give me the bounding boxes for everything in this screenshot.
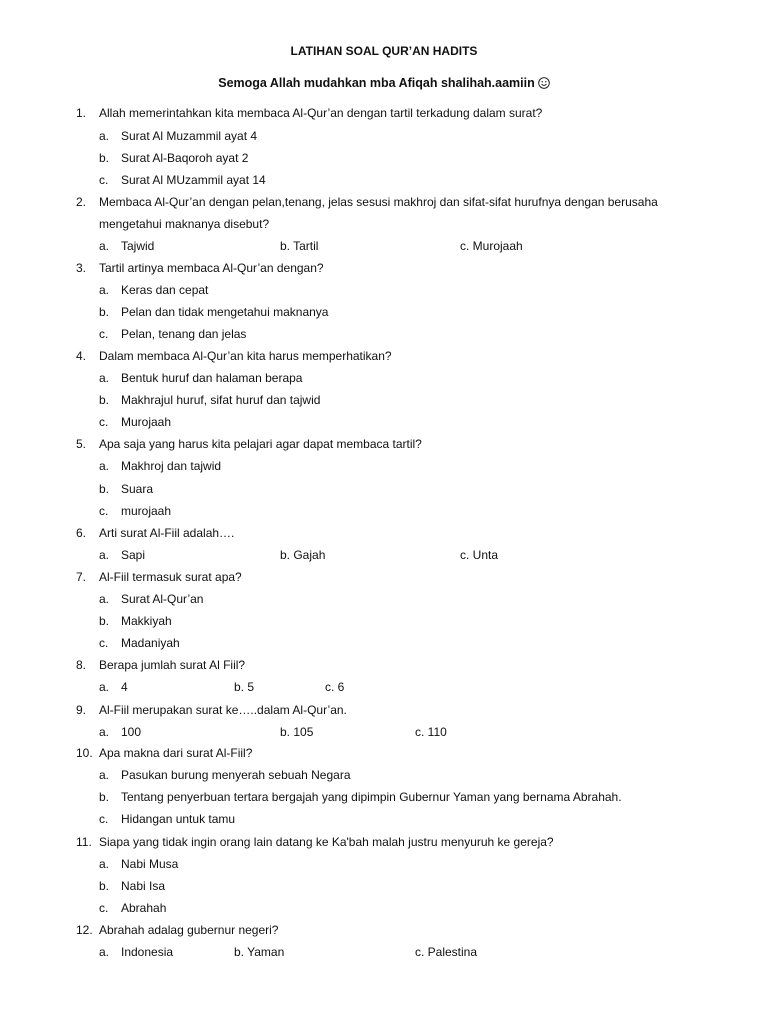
question-number: 2. [76,195,87,209]
question-number: 8. [76,658,87,672]
question-2-continued [0,217,768,237]
subtitle-text: Semoga Allah mudahkan mba Afiqah shalihah.aamiin [218,76,535,90]
question-6 [0,526,768,546]
question-number: 7. [76,570,87,584]
option-a-text: Tajwid [121,239,155,253]
option-row [0,283,768,303]
option-label: b. [99,151,110,165]
option-row [0,857,768,877]
option-label: a. [99,548,110,562]
question-text: Abrahah adalag gubernur negeri? [99,923,279,937]
question-text: Arti surat Al-Fiil adalah…. [99,526,235,540]
option-label: c. [99,901,109,915]
option-row-inline [0,725,768,745]
option-text: Surat Al-Baqoroh ayat 2 [121,151,249,165]
option-label: a. [99,283,110,297]
option-label: c. [99,415,109,429]
option-text: Madaniyah [121,636,180,650]
option-c-text: c. Palestina [415,945,478,959]
question-number: 9. [76,703,87,717]
question-text-continued: mengetahui maknanya disebut? [99,217,270,231]
option-text: Surat Al-Qur’an [121,592,204,606]
option-b-text: b. 5 [234,680,255,694]
option-label: a. [99,768,110,782]
option-a-text: Sapi [121,548,146,562]
option-text: Makhroj dan tajwid [121,459,222,473]
option-text: murojaah [121,504,172,518]
question-number: 10. [76,746,93,760]
option-row [0,305,768,325]
option-text: Murojaah [121,415,172,429]
question-number: 4. [76,349,87,363]
option-c-text: c. 110 [415,725,447,739]
option-row [0,504,768,524]
option-row [0,415,768,435]
option-text: Nabi Musa [121,857,179,871]
option-text: Nabi Isa [121,879,166,893]
option-label: a. [99,239,110,253]
option-label: a. [99,680,110,694]
option-text: Keras dan cepat [121,283,209,297]
question-text: Siapa yang tidak ingin orang lain datang ke Ka'bah malah justru menyuruh ke gereja? [99,835,554,849]
question-text: Al-Fiil merupakan surat ke…..dalam Al-Qur’an. [99,703,347,717]
question-10 [0,746,768,766]
question-text: Allah memerintahkan kita membaca Al-Qur’an dengan tartil terkadung dalam surat? [99,106,543,120]
question-text: Al-Fiil termasuk surat apa? [99,570,242,584]
option-row [0,393,768,413]
option-row-inline [0,945,768,965]
option-row [0,327,768,347]
question-text: Apa saja yang harus kita pelajari agar dapat membaca tartil? [99,437,422,451]
option-b-text: b. Gajah [280,548,326,562]
option-label: b. [99,614,110,628]
option-row [0,482,768,502]
option-row [0,614,768,634]
option-c-text: c. Unta [460,548,499,562]
smiley-icon [538,77,550,89]
question-number: 12. [76,923,93,937]
document-title: LATIHAN SOAL QUR’AN HADITS [290,44,478,58]
option-c-text: c. 6 [325,680,345,694]
option-text: Pelan, tenang dan jelas [121,327,247,341]
question-12 [0,923,768,943]
option-row [0,371,768,391]
option-row [0,812,768,832]
option-text: Makkiyah [121,614,172,628]
document-subtitle [0,76,768,90]
option-row-inline [0,680,768,700]
option-row [0,636,768,656]
option-label: a. [99,857,110,871]
option-text: Surat Al Muzammil ayat 4 [121,129,258,143]
option-row-inline [0,548,768,568]
option-text: Makhrajul huruf, sifat huruf dan tajwid [121,393,321,407]
option-b-text: b. Yaman [234,945,285,959]
question-number: 5. [76,437,87,451]
option-label: c. [99,327,109,341]
option-row-inline [0,239,768,259]
option-a-text: Indonesia [121,945,174,959]
option-label: b. [99,393,110,407]
option-text: Abrahah [121,901,167,915]
question-text: Membaca Al-Qur’an dengan pelan,tenang, jelas sesusi makhroj dan sifat-sifat hurufnya dengan berusaha [99,195,658,209]
question-4 [0,349,768,369]
option-row [0,129,768,149]
question-5 [0,437,768,457]
option-text: Suara [121,482,154,496]
option-label: c. [99,504,109,518]
question-3 [0,261,768,281]
option-row [0,790,768,810]
question-number: 6. [76,526,87,540]
option-label: a. [99,129,110,143]
option-a-text: 4 [121,680,128,694]
question-text: Dalam membaca Al-Qur’an kita harus memperhatikan? [99,349,392,363]
option-label: b. [99,305,110,319]
question-number: 11. [76,835,92,849]
option-a-text: 100 [121,725,142,739]
option-label: b. [99,879,110,893]
option-row [0,768,768,788]
option-label: a. [99,459,110,473]
question-2 [0,195,768,215]
option-label: c. [99,636,109,650]
question-text: Apa makna dari surat Al-Fiil? [99,746,253,760]
option-label: b. [99,790,110,804]
option-text: Bentuk huruf dan halaman berapa [121,371,303,385]
option-row [0,879,768,899]
option-text: Surat Al MUzammil ayat 14 [121,173,266,187]
option-label: a. [99,725,110,739]
option-label: a. [99,371,110,385]
option-row [0,151,768,171]
question-8 [0,658,768,678]
option-text: Hidangan untuk tamu [121,812,236,826]
option-row [0,592,768,612]
option-text: Pelan dan tidak mengetahui maknanya [121,305,329,319]
question-1 [0,106,768,126]
option-row [0,459,768,479]
option-label: c. [99,173,109,187]
option-label: b. [99,482,110,496]
option-row [0,173,768,193]
question-text: Berapa jumlah surat Al Fiil? [99,658,246,672]
option-label: a. [99,592,110,606]
question-7 [0,570,768,590]
question-11 [0,835,768,855]
question-text: Tartil artinya membaca Al-Qur’an dengan? [99,261,324,275]
option-b-text: b. 105 [280,725,314,739]
option-c-text: c. Murojaah [460,239,523,253]
option-text: Tentang penyerbuan tertara bergajah yang dipimpin Gubernur Yaman yang bernama Abrahah. [121,790,622,804]
option-label: a. [99,945,110,959]
question-9 [0,703,768,723]
option-text: Pasukan burung menyerah sebuah Negara [121,768,351,782]
question-number: 1. [76,106,87,120]
option-label: c. [99,812,109,826]
question-number: 3. [76,261,87,275]
option-b-text: b. Tartil [280,239,319,253]
option-row [0,901,768,921]
